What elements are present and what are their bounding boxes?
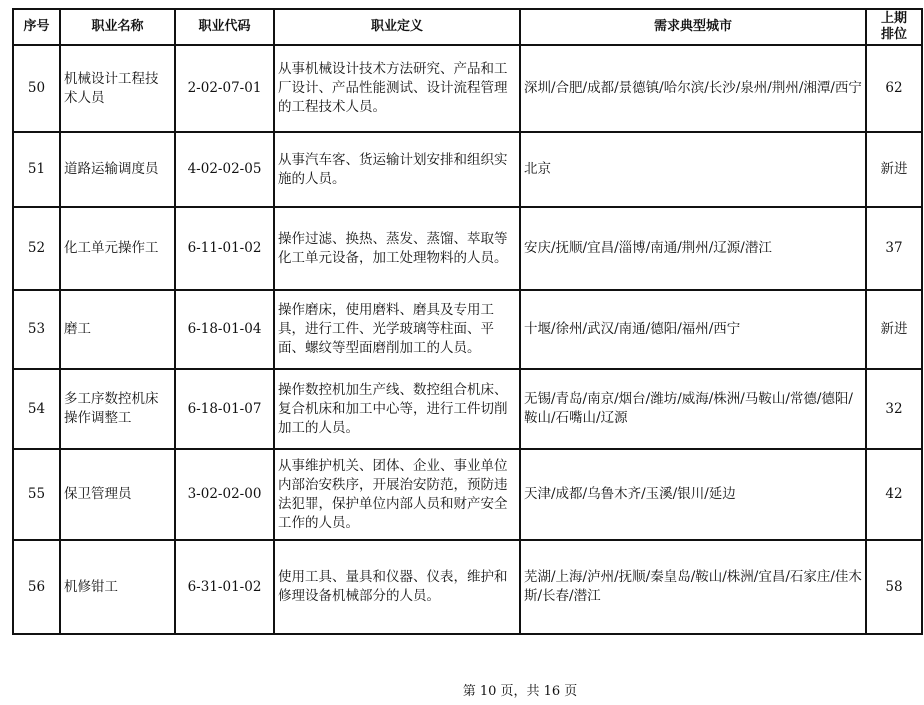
- demand-cities: 芜湖/上海/泸州/抚顺/秦皇岛/鞍山/株洲/宜昌/石家庄/佳木斯/长春/潜江: [520, 540, 866, 634]
- occupation-definition: 从事维护机关、团体、企业、事业单位内部治安秩序，开展治安防范，预防违法犯罪，保护单位内部人员和财产安全工作的人员。: [274, 449, 520, 540]
- previous-rank: 58: [866, 540, 922, 634]
- demand-cities: 深圳/合肥/成都/景德镇/哈尔滨/长沙/泉州/荆州/湘潭/西宁: [520, 45, 866, 132]
- occupation-code: 4-02-02-05: [175, 132, 274, 207]
- header-definition: 职业定义: [274, 9, 520, 45]
- previous-rank: 新进: [866, 132, 922, 207]
- header-no: 序号: [13, 9, 60, 45]
- occupation-code: 6-18-01-07: [175, 369, 274, 449]
- demand-cities: 天津/成都/乌鲁木齐/玉溪/银川/延边: [520, 449, 866, 540]
- table-row: [13, 369, 922, 449]
- previous-rank: 新进: [866, 290, 922, 369]
- occupation-table: [12, 8, 923, 635]
- header-row: [13, 9, 922, 45]
- row-number: 51: [13, 132, 60, 207]
- occupation-definition: 操作数控机加生产线、数控组合机床、复合机床和加工中心等，进行工件切削加工的人员。: [274, 369, 520, 449]
- occupation-name: 多工序数控机床操作调整工: [60, 369, 175, 449]
- occupation-name: 机修钳工: [60, 540, 175, 634]
- table-row: [13, 132, 922, 207]
- header-prev-rank: 上期排位: [866, 9, 922, 45]
- occupation-name: 保卫管理员: [60, 449, 175, 540]
- occupation-name: 机械设计工程技术人员: [60, 45, 175, 132]
- row-number: 56: [13, 540, 60, 634]
- occupation-code: 6-31-01-02: [175, 540, 274, 634]
- table-row: [13, 207, 922, 290]
- demand-cities: 十堰/徐州/武汉/南通/德阳/福州/西宁: [520, 290, 866, 369]
- previous-rank: 62: [866, 45, 922, 132]
- row-number: 55: [13, 449, 60, 540]
- header-code: 职业代码: [175, 9, 274, 45]
- table-row: [13, 449, 922, 540]
- occupation-definition: 从事汽车客、货运输计划安排和组织实施的人员。: [274, 132, 520, 207]
- table-row: [13, 540, 922, 634]
- occupation-name: 道路运输调度员: [60, 132, 175, 207]
- occupation-definition: 使用工具、量具和仪器、仪表，维护和修理设备机械部分的人员。: [274, 540, 520, 634]
- row-number: 54: [13, 369, 60, 449]
- occupation-code: 6-11-01-02: [175, 207, 274, 290]
- occupation-name: 磨工: [60, 290, 175, 369]
- occupation-code: 6-18-01-04: [175, 290, 274, 369]
- occupation-definition: 从事机械设计技术方法研究、产品和工厂设计、产品性能测试、设计流程管理的工程技术人员。: [274, 45, 520, 132]
- demand-cities: 安庆/抚顺/宜昌/淄博/南通/荆州/辽源/潜江: [520, 207, 866, 290]
- occupation-definition: 操作过滤、换热、蒸发、蒸馏、萃取等化工单元设备，加工处理物料的人员。: [274, 207, 520, 290]
- previous-rank: 37: [866, 207, 922, 290]
- page-footer: 第 10 页，共 16 页: [462, 684, 578, 699]
- row-number: 53: [13, 290, 60, 369]
- occupation-code: 3-02-02-00: [175, 449, 274, 540]
- demand-cities: 无锡/青岛/南京/烟台/潍坊/威海/株洲/马鞍山/常德/德阳/鞍山/石嘴山/辽源: [520, 369, 866, 449]
- row-number: 52: [13, 207, 60, 290]
- table-row: [13, 290, 922, 369]
- row-number: 50: [13, 45, 60, 132]
- demand-cities: 北京: [520, 132, 866, 207]
- header-cities: 需求典型城市: [520, 9, 866, 45]
- previous-rank: 32: [866, 369, 922, 449]
- previous-rank: 42: [866, 449, 922, 540]
- occupation-name: 化工单元操作工: [60, 207, 175, 290]
- occupation-code: 2-02-07-01: [175, 45, 274, 132]
- occupation-definition: 操作磨床，使用磨料、磨具及专用工具，进行工件、光学玻璃等柱面、平面、螺纹等型面磨削加工的人员。: [274, 290, 520, 369]
- header-name: 职业名称: [60, 9, 175, 45]
- table-row: [13, 45, 922, 132]
